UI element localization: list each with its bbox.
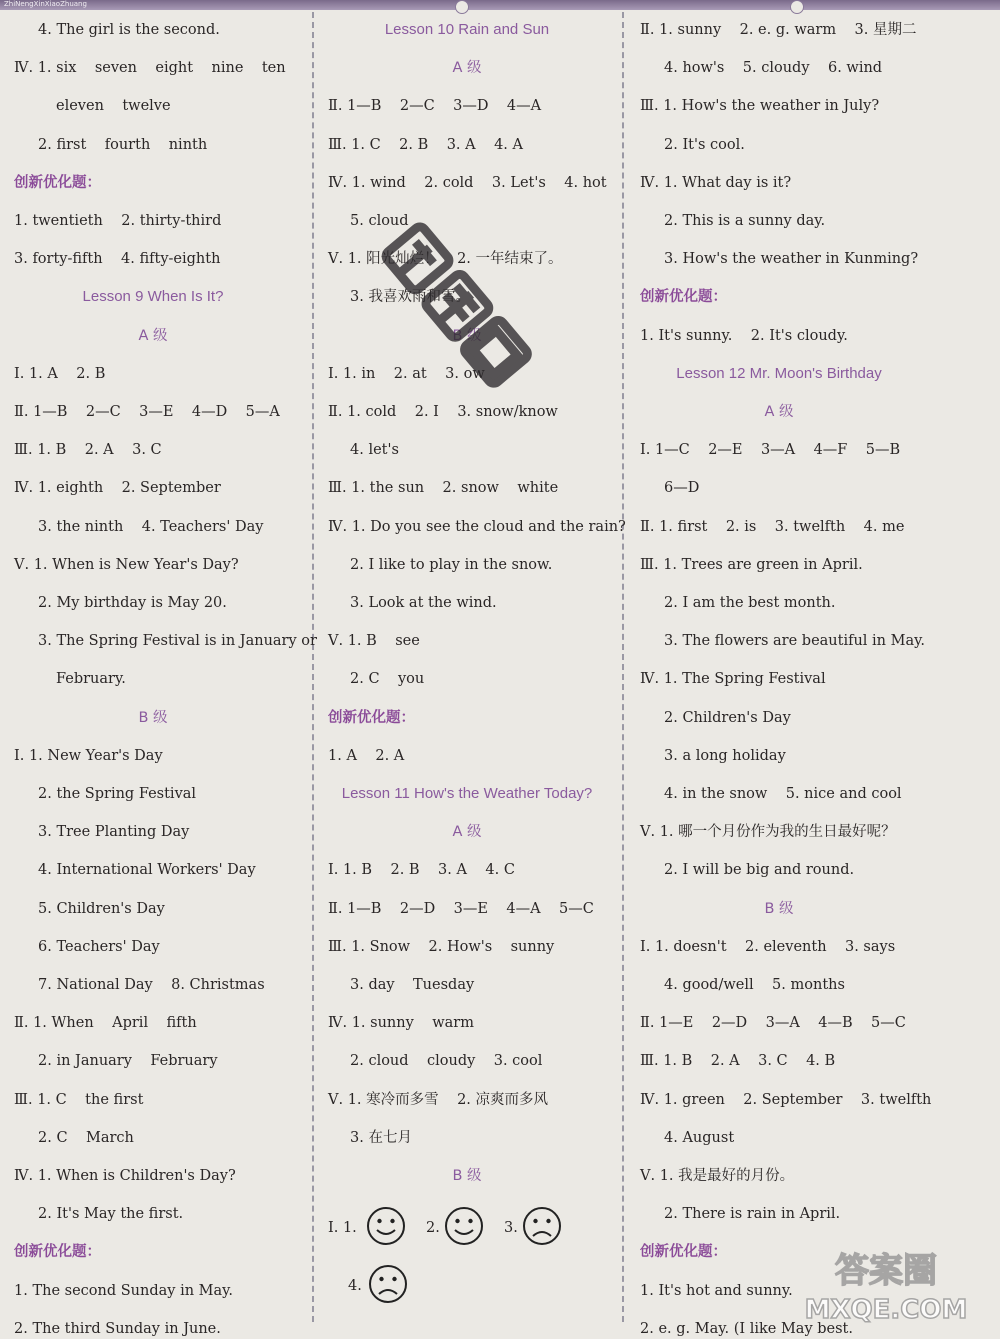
answer-line: Ⅱ. 1—B 2—C 3—D 4—A — [328, 98, 542, 115]
answer-line: 3. forty-fifth 4. fifty-eighth — [14, 251, 221, 268]
smiley-face-icon — [366, 1206, 406, 1246]
lesson-title: Lesson 9 When Is It? — [82, 288, 224, 306]
level-heading: B 级 — [452, 1168, 482, 1184]
sad-face-icon — [522, 1206, 562, 1246]
answer-line: 3. 在七月 — [350, 1129, 412, 1146]
answer-line: 2. I will be big and round. — [664, 862, 855, 879]
answer-line: February. — [56, 671, 126, 688]
answer-line: 2. I like to play in the snow. — [350, 556, 553, 573]
answer-line: 3. 我喜欢雨和雪。 — [350, 289, 470, 306]
level-heading: B 级 — [138, 709, 168, 726]
answer-column-3 — [624, 10, 1000, 1337]
answer-column-1 — [0, 10, 317, 1337]
answer-line: 2. — [426, 1220, 440, 1237]
answer-line: Ⅰ. 1. New Year's Day — [14, 747, 163, 764]
answer-line: 2. This is a sunny day. — [664, 213, 826, 229]
answer-line: 3. — [504, 1220, 518, 1237]
section-heading: 创新优化题： — [640, 1244, 727, 1261]
sad-face-icon — [368, 1264, 408, 1304]
answer-line: 3. The Spring Festival is in January or — [38, 633, 317, 650]
answer-line: 4. August — [664, 1129, 735, 1146]
answer-line: 2. The third Sunday in June. — [14, 1320, 221, 1337]
answer-line: 4. let's — [350, 442, 399, 459]
answer-line: 2. first fourth ninth — [38, 136, 208, 153]
answer-column-2 — [314, 10, 626, 1326]
lesson-title: Lesson 11 How's the Weather Today? — [341, 785, 593, 802]
answer-line: 2. C you — [350, 671, 425, 688]
answer-line: Ⅴ. 1. 寒冷而多雪 2. 凉爽而多风 — [328, 1091, 549, 1108]
answer-line: 6. Teachers' Day — [38, 938, 160, 955]
answer-line: Ⅳ. 1. The Spring Festival — [640, 671, 826, 688]
answer-line: Ⅳ. 1. wind 2. cold 3. Let's 4. hot — [328, 174, 607, 191]
answer-line: Ⅳ. 1. When is Children's Day? — [14, 1168, 236, 1184]
answer-line: Ⅱ. 1—E 2—D 3—A 4—B 5—C — [640, 1015, 906, 1032]
answer-line: Ⅳ. 1. eighth 2. September — [14, 480, 221, 497]
answer-line: Ⅲ. 1. B 2. A 3. C 4. B — [640, 1053, 836, 1070]
section-heading: 创新优化题： — [640, 289, 727, 306]
answer-line: 2. It's May the first. — [38, 1206, 184, 1223]
answer-line: Ⅴ. 1. When is New Year's Day? — [14, 556, 239, 573]
answer-line: Ⅲ. 1. B 2. A 3. C — [14, 442, 162, 459]
answer-line: 7. National Day 8. Christmas — [38, 977, 265, 993]
answer-line: Ⅱ. 1—B 2—D 3—E 4—A 5—C — [328, 900, 594, 917]
answer-line: 3. How's the weather in Kunming? — [664, 251, 919, 268]
answer-line: 6—D — [664, 480, 700, 497]
answer-line: eleven twelve — [56, 98, 171, 115]
answer-line: Ⅰ. 1. — [328, 1220, 357, 1237]
answer-line: 2. C March — [38, 1129, 134, 1146]
answer-line: 2. e. g. May. (I like May best. — [640, 1320, 853, 1337]
lesson-title: Lesson 10 Rain and Sun — [384, 21, 550, 38]
answer-line: Ⅳ. 1. sunny warm — [328, 1015, 474, 1032]
answer-line: Ⅲ. 1. the sun 2. snow white — [328, 480, 559, 497]
answer-line: 1. twentieth 2. thirty-third — [14, 213, 222, 229]
answer-line: Ⅴ. 1. 我是最好的月份。 — [640, 1168, 795, 1184]
answer-line: 1. It's sunny. 2. It's cloudy. — [640, 327, 848, 344]
answer-line: Ⅱ. 1. cold 2. I 3. snow/know — [328, 404, 558, 420]
answer-line: 2. in January February — [38, 1053, 218, 1070]
smiley-face-icon — [444, 1206, 484, 1246]
answer-line: 4. in the snow 5. nice and cool — [664, 786, 902, 802]
answer-line: 5. Children's Day — [38, 900, 165, 917]
lesson-title: Lesson 12 Mr. Moon's Birthday — [676, 364, 882, 382]
answer-line: Ⅰ. 1. B 2. B 3. A 4. C — [328, 862, 515, 879]
answer-line: 3. Tree Planting Day — [38, 824, 190, 841]
level-heading: B 级 — [452, 327, 482, 344]
answer-line: Ⅲ. 1. C 2. B 3. A 4. A — [328, 136, 523, 153]
answer-line: 4. how's 5. cloudy 6. wind — [664, 60, 883, 77]
answer-line: 3. The flowers are beautiful in May. — [664, 633, 925, 650]
answer-line: Ⅳ. 1. six seven eight nine ten — [14, 60, 286, 77]
answer-line: 4. good/well 5. months — [664, 977, 845, 993]
answer-line: Ⅲ. 1. How's the weather in July? — [640, 98, 880, 115]
answer-line: 5. cloud — [350, 213, 409, 229]
level-heading: B 级 — [764, 900, 794, 917]
answer-line: Ⅱ. 1—B 2—C 3—E 4—D 5—A — [14, 404, 280, 420]
answer-line: Ⅱ. 1. When April fifth — [14, 1015, 197, 1032]
header-bar — [0, 0, 1000, 10]
answer-line: Ⅳ. 1. What day is it? — [640, 174, 792, 191]
watermark-logo — [776, 1238, 996, 1324]
answer-line: 2. cloud cloudy 3. cool — [350, 1053, 543, 1070]
level-heading: A 级 — [138, 327, 168, 344]
answer-line: 3. Look at the wind. — [350, 595, 497, 611]
answer-line: 2. It's cool. — [664, 136, 745, 153]
answer-line: Ⅲ. 1. Snow 2. How's sunny — [328, 938, 555, 955]
answer-line: 4. International Workers' Day — [38, 862, 256, 879]
answer-line: Ⅲ. 1. C the first — [14, 1091, 144, 1108]
answer-line: 2. There is rain in April. — [664, 1206, 841, 1223]
answer-line: 1. It's hot and sunny. — [640, 1282, 793, 1299]
answer-line: 2. I am the best month. — [664, 595, 836, 611]
watermark-text: 答案圈 — [835, 1251, 937, 1291]
answer-line: 3. a long holiday — [664, 747, 786, 764]
answer-line: 3. the ninth 4. Teachers' Day — [38, 518, 264, 535]
answer-line: 4. The girl is the second. — [38, 22, 220, 38]
answer-line: 4. — [348, 1278, 362, 1295]
section-heading: 创新优化题： — [14, 174, 101, 191]
answer-line: Ⅱ. 1. first 2. is 3. twelfth 4. me — [640, 518, 905, 535]
answer-line: Ⅲ. 1. Trees are green in April. — [640, 556, 863, 573]
answer-line: 2. the Spring Festival — [38, 786, 197, 802]
level-heading: A 级 — [764, 404, 794, 420]
level-heading: A 级 — [452, 60, 482, 77]
answer-line: 1. A 2. A — [328, 747, 405, 764]
answer-line: Ⅴ. 1. 哪一个月份作为我的生日最好呢？ — [640, 824, 896, 841]
section-heading: 创新优化题： — [14, 1244, 101, 1261]
header-mark: ZhiNengXinXiaoZhuang — [4, 0, 87, 8]
answer-line: Ⅰ. 1. in 2. at 3. ow — [328, 365, 485, 382]
answer-line: Ⅰ. 1—C 2—E 3—A 4—F 5—B — [640, 442, 901, 459]
answer-line: 1. The second Sunday in May. — [14, 1282, 234, 1299]
answer-line: 2. My birthday is May 20. — [38, 595, 227, 611]
answer-line: Ⅱ. 1. sunny 2. e. g. warm 3. 星期二 — [640, 22, 917, 38]
answer-line: Ⅰ. 1. doesn't 2. eleventh 3. says — [640, 938, 896, 955]
answer-line: Ⅳ. 1. green 2. September 3. twelfth — [640, 1091, 932, 1108]
answer-line: Ⅴ. 1. 阳光灿烂！ 2. 一年结束了。 — [328, 251, 563, 268]
watermark-url: MXQE.COM — [804, 1295, 968, 1324]
answer-line: 3. day Tuesday — [350, 977, 475, 993]
answer-line: 2. Children's Day — [664, 709, 791, 726]
answer-line: Ⅳ. 1. Do you see the cloud and the rain? — [328, 518, 626, 535]
level-heading: A 级 — [452, 824, 482, 841]
section-heading: 创新优化题： — [328, 709, 415, 726]
answer-line: Ⅰ. 1. A 2. B — [14, 365, 106, 382]
answer-line: Ⅴ. 1. B see — [328, 633, 420, 650]
